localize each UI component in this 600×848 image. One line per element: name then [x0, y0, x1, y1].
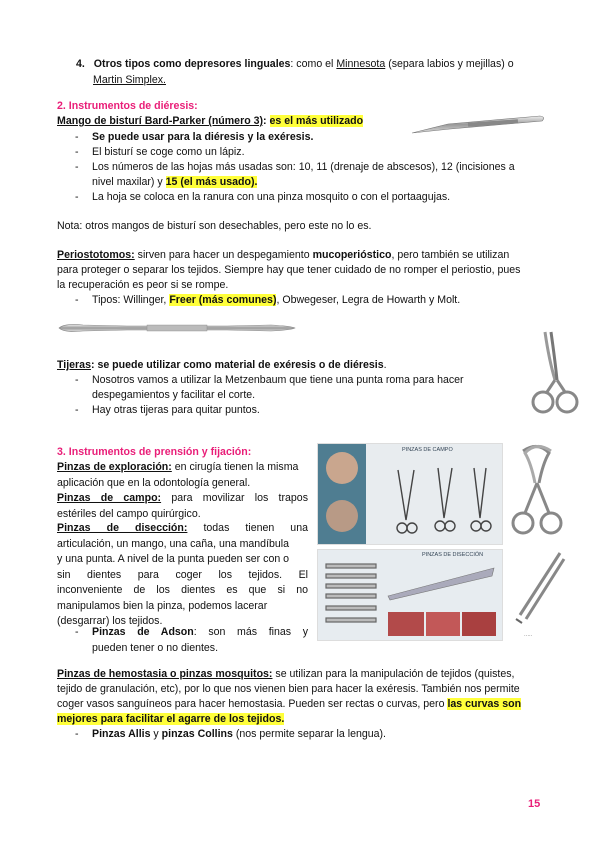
item-number: 4.	[76, 58, 85, 70]
pinzas-campo: Pinzas de campo: para movilizar los trapos estériles del campo quirúrgico.	[57, 492, 308, 520]
bullet-hojas: Los números de las hojas más usadas son: 10, 11 (drenaje de abscesos), 12 (incisiones a	[92, 161, 515, 173]
mango-bisturi-line: Mango de bisturí Bard-Parker (número 3): es el más utilizado	[57, 115, 364, 127]
bullet-dash: -	[75, 626, 79, 638]
adson-forceps-image	[510, 549, 570, 639]
pinzas-diseccion-image	[317, 549, 503, 641]
towel-clamp-image	[503, 443, 573, 541]
bullet-metzenbaum-cont: despegamientos y facilitar el corte.	[92, 389, 256, 401]
item-4-line2	[93, 73, 166, 89]
bullet-dieresis-exeresis: Se puede usar para la diéresis y la exéresis.	[92, 131, 314, 143]
bullet-adson: Pinzas de Adson: son más finas y pueden tener o no dientes.	[92, 626, 309, 654]
bullet-lapiz: El bisturí se coge como un lápiz.	[92, 146, 245, 158]
hemostasia-line3: coger vasos sanguíneos para hacer hemostasia. Pueden ser rectas o curvas, pero las curvas son	[57, 698, 522, 710]
pinzas-diseccion-label: PINZAS DE DISECCIÓN	[422, 552, 484, 558]
bullet-ranura: La hoja se coloca en la ranura con una pinza mosquito o con el portaagujas.	[92, 191, 451, 203]
bullet-metzenbaum: Nosotros vamos a utilizar la Metzenbaum que tiene una punta roma para hacer	[92, 374, 464, 386]
section-heading-prension: 3. Instrumentos de prensión y fijación:	[57, 446, 252, 458]
bullet-dash: -	[75, 728, 79, 740]
bullet-dash: -	[75, 294, 79, 306]
pinzas-campo-label: PINZAS DE CAMPO	[402, 447, 453, 453]
pinzas-diseccion: Pinzas de disección: todas tienen una articulación, un mango, una caña, una mandíbula y una punta. A nivel de la punta pueden ser con o sin dientes para coger los tejidos. El inconveniente de los dientes es que si no manipulamos bien la pinza, podemos lacerar (desgarrar) los tejidos.	[57, 522, 308, 627]
martin-simplex-term: Martin Simplex.	[93, 74, 166, 86]
tijeras-line: Tijeras: se puede utilizar como material de exéresis o de diéresis.	[57, 359, 387, 371]
bullet-dash: -	[75, 374, 79, 386]
nota-text: Nota: otros mangos de bisturí son desechables, pero este no lo es.	[57, 220, 372, 232]
item-title: Otros tipos como depresores linguales	[93, 58, 291, 70]
bullet-dash: -	[75, 131, 79, 143]
minnesota-term: Minnesota	[336, 58, 386, 70]
item-4: 4. Otros tipos como depresores linguales: como el Minnesota (separa labios y mejillas) o	[76, 58, 514, 70]
bullet-hojas-cont: nivel maxilar) y 15 (el más usado).	[92, 176, 258, 188]
periostotomos-line1: Periostotomos: sirven para hacer un despegamiento mucoperióstico, pero también se utilizan	[57, 249, 510, 261]
periostotomos-line3: la recuperación es peor si se rompe.	[57, 279, 229, 291]
pinzas-exploracion: Pinzas de exploración: en cirugía tienen la misma aplicación que en la odontología general.	[57, 461, 299, 489]
bullet-dash: -	[75, 191, 79, 203]
hemostasia-line4: mejores para facilitar el agarre de los tejidos.	[57, 713, 285, 725]
bullet-tipos: Tipos: Willinger, Freer (más comunes), Obwegeser, Legra de Howarth y Molt.	[92, 294, 461, 306]
periosteal-elevator-image	[57, 320, 297, 336]
hemostasia-line1: Pinzas de hemostasia o pinzas mosquitos: se utilizan para la manipulación de tejidos (quistes,	[57, 668, 515, 680]
hemostasia-line2: tejido de granulación, etc), por lo que nos vienen bien para hacer la exéresis. También nos permite	[57, 683, 520, 695]
periostotomos-line2: para proteger o separar los tejidos. Siempre hay que tener cuidado de no romper el periostio, pues	[57, 264, 521, 276]
bullet-otras-tijeras: Hay otras tijeras para quitar puntos.	[92, 404, 260, 416]
section-heading-dieresis: 2. Instrumentos de diéresis:	[57, 100, 198, 112]
bullet-dash: -	[75, 404, 79, 416]
bullet-allis-collins: Pinzas Allis y pinzas Collins (nos permite separar la lengua).	[92, 728, 387, 740]
pinzas-campo-image	[317, 443, 503, 545]
svg-text:·····: ·····	[524, 633, 533, 639]
page-number: 15	[528, 798, 541, 810]
bullet-dash: -	[75, 146, 79, 158]
bullet-dash: -	[75, 161, 79, 173]
